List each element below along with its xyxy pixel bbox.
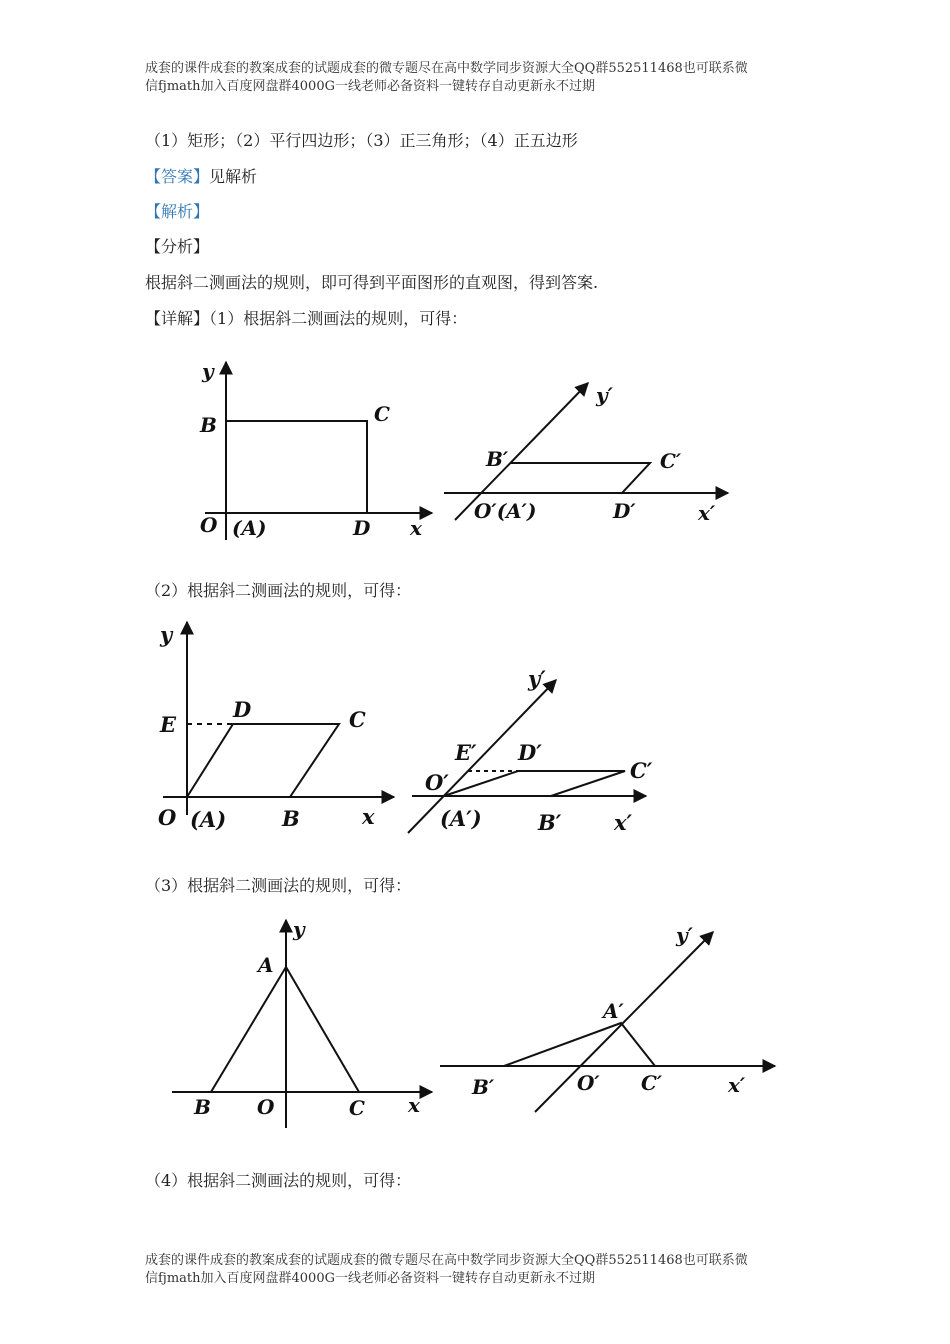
fig1-label-y: y bbox=[202, 359, 214, 383]
fig2-label-D: D bbox=[233, 697, 252, 722]
fig2r-label-O: O′ bbox=[425, 770, 449, 795]
fig3-label-A: A bbox=[258, 953, 274, 977]
page-footer bbox=[145, 1252, 825, 1288]
fig3r-label-x: x′ bbox=[728, 1073, 746, 1097]
footer-line-2: 信fjmath加入百度网盘群4000G一线老师必备资料一键转存自动更新永不过期 bbox=[145, 1271, 595, 1286]
question-items: （1）矩形；（2）平行四边形；（3）正三角形；（4）正五边形 bbox=[145, 131, 578, 150]
fig2r-label-C: C′ bbox=[630, 758, 653, 783]
fig3r-y-axis bbox=[535, 932, 713, 1112]
detail-text: （1）根据斜二测画法的规则，可得： bbox=[209, 309, 468, 328]
footer-line-1: 成套的课件成套的教案成套的试题成套的微专题尽在高中数学同步资源大全QQ群552511468也可联系微 bbox=[145, 1253, 748, 1268]
fig2-label-x: x bbox=[362, 804, 375, 829]
fig3-label-y: y bbox=[293, 917, 305, 941]
fig3r-label-B: B′ bbox=[472, 1075, 495, 1099]
fig1-label-x: x bbox=[410, 516, 422, 540]
fig2-label-B: B bbox=[282, 806, 300, 831]
header-line-1: 成套的课件成套的教案成套的试题成套的微专题尽在高中数学同步资源大全QQ群552511468也可联系微 bbox=[145, 61, 748, 76]
fenxi-text: 根据斜二测画法的规则，即可得到平面图形的直观图，得到答案. bbox=[145, 273, 599, 292]
step4-text: （4）根据斜二测画法的规则，可得： bbox=[145, 1171, 412, 1190]
fig3-label-x: x bbox=[408, 1093, 420, 1117]
fig2-label-C: C bbox=[349, 707, 366, 732]
fig1r-label-C: C′ bbox=[660, 449, 682, 473]
fig3-label-B: B bbox=[194, 1095, 211, 1119]
fig3-label-O: O bbox=[257, 1095, 275, 1119]
fig2-label-E: E bbox=[160, 712, 177, 737]
fig1r-label-D: D′ bbox=[613, 499, 636, 523]
analysis-tag: 【解析】 bbox=[145, 202, 210, 221]
step3-text: （3）根据斜二测画法的规则，可得： bbox=[145, 876, 412, 895]
fig3-left-diagram bbox=[172, 920, 432, 1128]
fig2r-label-y: y′ bbox=[528, 666, 546, 691]
answer-text: 见解析 bbox=[209, 167, 258, 186]
fig1-label-C: C bbox=[374, 402, 390, 426]
fig2-label-O: O bbox=[158, 805, 177, 830]
fig1-label-D: D bbox=[353, 516, 371, 540]
fig3r-triangle bbox=[504, 1023, 655, 1066]
fenxi-tag: 【分析】 bbox=[145, 237, 210, 256]
fig2r-label-A: (A′) bbox=[440, 806, 482, 831]
fig1r-label-y: y′ bbox=[596, 383, 613, 407]
fig3r-label-A: A′ bbox=[603, 999, 624, 1023]
fig2r-label-D: D′ bbox=[518, 740, 542, 765]
fig2r-label-x: x′ bbox=[614, 810, 633, 835]
answer-tag: 【答案】 bbox=[145, 167, 210, 186]
fig1-label-B: B bbox=[200, 413, 217, 437]
fig3-label-C: C bbox=[349, 1096, 365, 1120]
fig2-label-A: (A) bbox=[190, 807, 227, 832]
fig1r-label-x: x′ bbox=[698, 501, 716, 525]
fig2r-label-B: B′ bbox=[538, 810, 562, 835]
fig3r-label-C: C′ bbox=[641, 1071, 663, 1095]
fig1r-label-OA: O′(A′) bbox=[474, 499, 537, 523]
header-line-2: 信fjmath加入百度网盘群4000G一线老师必备资料一键转存自动更新永不过期 bbox=[145, 79, 595, 94]
fig3r-label-O: O′ bbox=[577, 1071, 600, 1095]
fig2r-label-E: E′ bbox=[455, 740, 477, 765]
detail-tag: 【详解】 bbox=[145, 309, 210, 328]
fig1r-label-B: B′ bbox=[486, 447, 509, 471]
fig1-label-O: O bbox=[200, 513, 218, 537]
fig2-label-y: y bbox=[160, 622, 173, 647]
fig3r-label-y: y′ bbox=[676, 923, 693, 947]
step2-text: （2）根据斜二测画法的规则，可得： bbox=[145, 581, 412, 600]
fig1-label-A: (A) bbox=[232, 516, 267, 540]
